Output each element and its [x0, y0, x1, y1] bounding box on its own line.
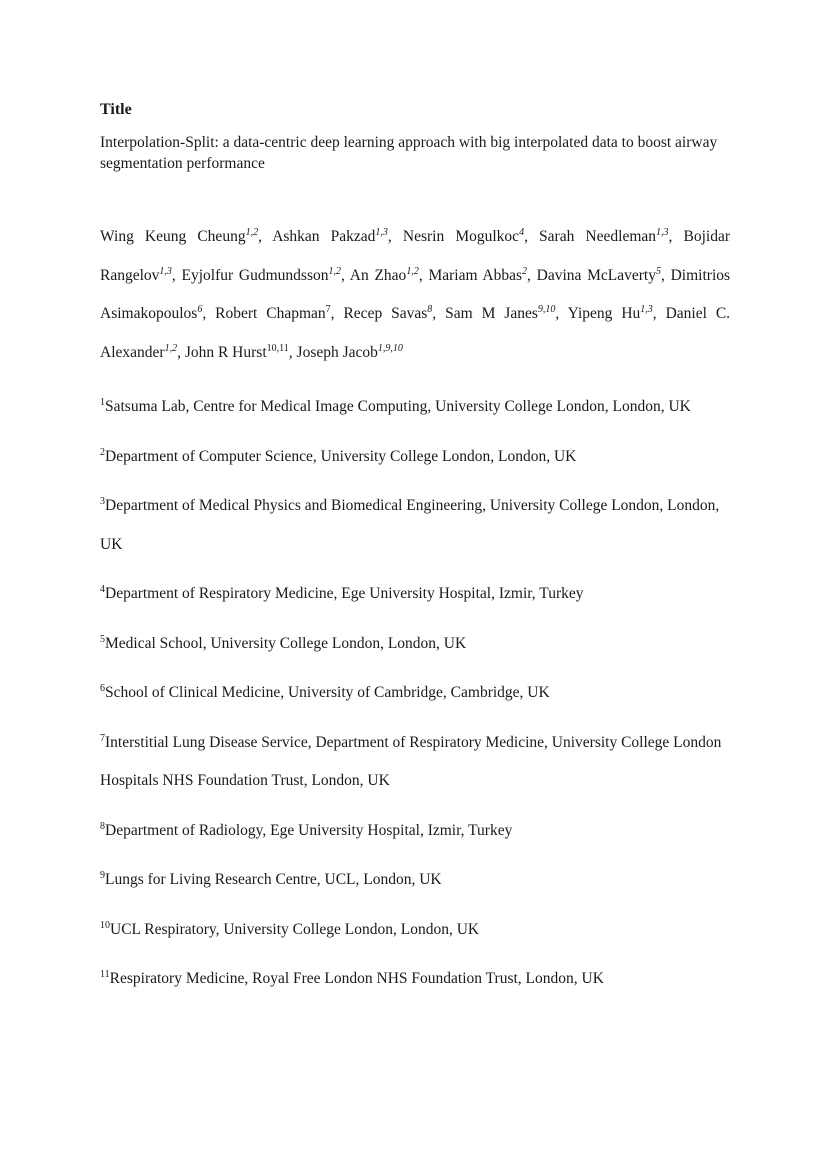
author-list: Wing Keung Cheung$^{1,2}$, Ashkan Pakzad$^{1,3}$, Nesrin Mogulkoc$^4$, Sarah Needleman$^{1,3}$, Bojidar Rangelov$^{1,3}$, Eyjolfur Gudmundsson$^{1,2}$, An Zhao$^{1,2}$, Mariam Abbas$^2$, Davina McLaverty$^5$, Dimitrios Asimakopoulos$^6$, Robert Chapman$^7$, Recep Savas$^8$, Sam M Janes$^{9,10}$, Yipeng Hu$^{1,3}$, Daniel C. Alexander$^{1,2}$, John R Hurst$^{10,11}$, Joseph Jacob$^{1,9,10}$	[100, 227, 731, 361]
author-name: Daniel C. Alexander	[100, 305, 731, 361]
section-heading: Title	[100, 101, 132, 118]
affiliation-text: Department of Computer Science, University College London, London, UK	[105, 447, 577, 465]
author	[182, 267, 341, 284]
author-affiliation-marker: 8	[427, 304, 433, 315]
affiliation-text: Satsuma Lab, Centre for Medical Image Computing, University College London, London, UK	[105, 398, 691, 415]
author-name: Davina McLaverty	[536, 266, 656, 284]
affiliation-text: Department of Radiology, Ege University Hospital, Izmir, Turkey	[105, 821, 513, 839]
author-name: Ashkan Pakzad	[272, 228, 376, 245]
author	[272, 228, 388, 245]
author-name: Recep Savas	[343, 305, 428, 322]
affiliation-text: School of Clinical Medicine, University of Cambridge, Cambridge, UK	[105, 684, 550, 701]
author	[185, 344, 289, 361]
affiliation-text: Department of Medical Physics and Biomedical Engineering, University College London, London, UK	[100, 497, 720, 553]
affiliation	[100, 724, 730, 801]
affiliation-text: Department of Respiratory Medicine, Ege University Hospital, Izmir, Turkey	[105, 585, 584, 602]
author-affiliation-marker: 1,2	[328, 265, 341, 277]
affiliation-number: 3	[100, 496, 105, 507]
author	[100, 228, 258, 245]
author-name: Eyjolfur Gudmundsson	[181, 266, 329, 284]
affiliation-list	[100, 388, 730, 1010]
affiliation	[100, 625, 730, 664]
author	[403, 228, 524, 245]
affiliation-number: 4	[100, 584, 105, 595]
author-affiliation-marker: 6	[197, 304, 203, 315]
author-affiliation-marker: 5	[655, 265, 661, 277]
affiliation-number: 7	[100, 732, 105, 744]
affiliation-number: 6	[100, 683, 105, 694]
author-affiliation-marker: 1,3	[656, 227, 669, 238]
author-affiliation-marker: 2	[522, 265, 527, 277]
author-name: Yipeng Hu	[567, 305, 641, 322]
affiliation	[100, 911, 730, 950]
author	[215, 305, 331, 322]
affiliation-number: 9	[100, 870, 105, 881]
author-name: Wing Keung Cheung	[100, 228, 246, 245]
author-name: Joseph Jacob	[296, 343, 378, 361]
author	[537, 267, 661, 284]
author	[343, 305, 432, 322]
affiliation-number: 2	[100, 446, 105, 458]
author	[445, 305, 555, 322]
affiliation	[100, 674, 730, 713]
affiliation-text: Lungs for Living Research Centre, UCL, London, UK	[105, 871, 442, 888]
author	[428, 267, 527, 284]
paper-title: Interpolation-Split: a data-centric deep learning approach with big interpolated data to boost airway segmentation performance	[100, 134, 718, 172]
affiliation-text: Medical School, University College London, London, UK	[105, 634, 467, 652]
author-name: Dimitrios Asimakopoulos	[100, 266, 731, 322]
author-affiliation-marker: 1,9,10	[377, 342, 403, 354]
author-affiliation-marker: 1,2	[164, 342, 178, 354]
affiliation-number: 11	[100, 969, 110, 980]
author-affiliation-marker: 1,3	[640, 304, 653, 315]
affiliation-number: 8	[100, 820, 105, 832]
affiliation-number: 1	[100, 397, 105, 408]
author-name: Sam M Janes	[445, 305, 538, 322]
affiliation-number: 5	[100, 633, 105, 645]
author	[568, 305, 653, 322]
affiliation	[100, 812, 730, 851]
author-affiliation-marker: 7	[325, 304, 331, 315]
affiliation	[100, 861, 730, 900]
author-affiliation-marker: 9,10	[537, 304, 556, 315]
affiliation-text: Respiratory Medicine, Royal Free London NHS Foundation Trust, London, UK	[109, 970, 604, 987]
author-affiliation-marker: 1,2	[245, 227, 259, 238]
author-name: Mariam Abbas	[428, 266, 522, 284]
author-affiliation-marker: 10,11	[266, 342, 289, 354]
author-name: An Zhao	[349, 266, 407, 284]
author-affiliation-marker: 1,2	[406, 265, 419, 277]
affiliation	[100, 960, 730, 999]
author-name: Robert Chapman	[215, 305, 326, 322]
affiliation	[100, 388, 730, 427]
affiliation-number: 10	[100, 919, 110, 931]
affiliation	[100, 487, 730, 564]
author	[539, 228, 668, 245]
author-name: Bojidar Rangelov	[100, 228, 731, 284]
author-affiliation-marker: 4	[519, 227, 525, 238]
author-affiliation-marker: 1,3	[159, 265, 172, 277]
affiliation	[100, 575, 730, 614]
author	[350, 267, 419, 284]
author-name: John R Hurst	[184, 343, 267, 361]
author	[297, 344, 403, 361]
affiliation-text: UCL Respiratory, University College London, London, UK	[110, 920, 480, 938]
author-name: Sarah Needleman	[539, 228, 657, 245]
author-name: Nesrin Mogulkoc	[402, 228, 520, 245]
affiliation	[100, 438, 730, 477]
author-affiliation-marker: 1,3	[375, 227, 388, 238]
affiliation-text: Interstitial Lung Disease Service, Department of Respiratory Medicine, University College London Hospitals NHS Foundation Trust, London, UK	[100, 733, 722, 789]
